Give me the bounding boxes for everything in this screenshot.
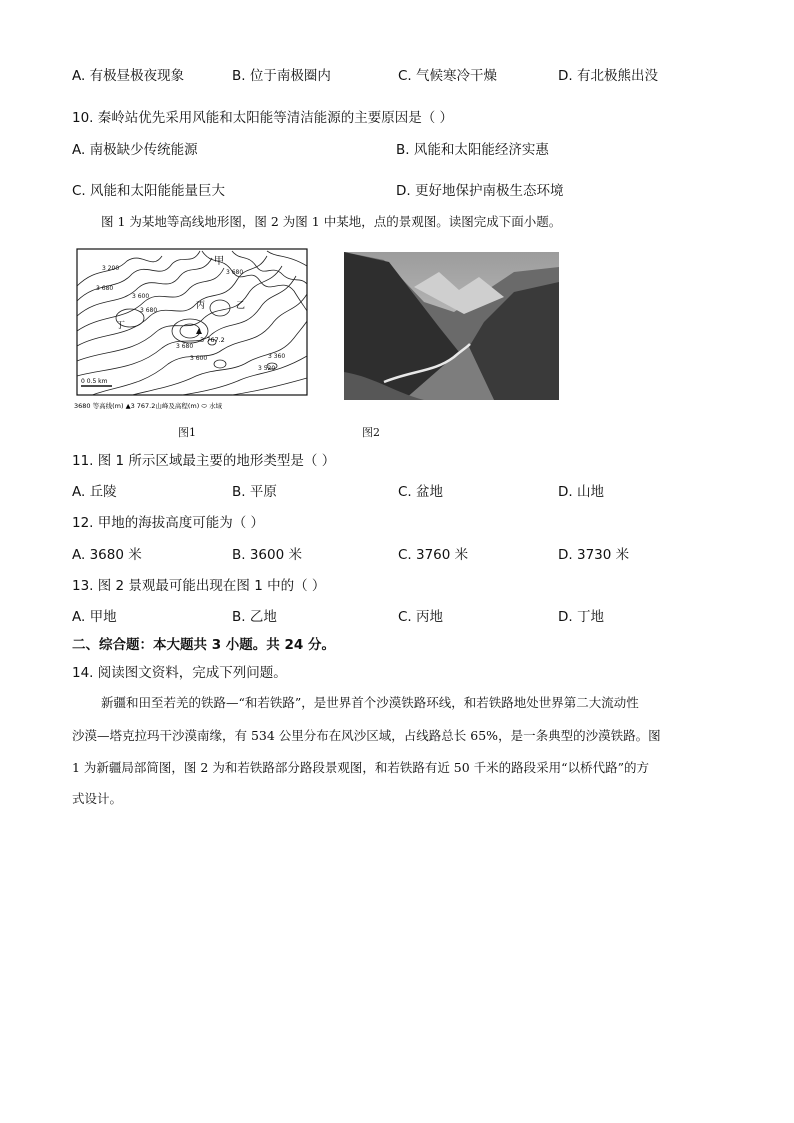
scale-label: 0 0.5 km (81, 378, 108, 385)
q9-option-b: B. 位于南极圈内 (232, 68, 331, 84)
q11-option-a: A. 丘陵 (72, 484, 117, 500)
q13-stem: 13. 图 2 景观最可能出现在图 1 中的（ ） (72, 578, 326, 594)
q13-option-a: A. 甲地 (72, 609, 117, 625)
q12-option-a: A. 3680 米 (72, 547, 142, 563)
q11-option-c: C. 盆地 (398, 484, 444, 500)
label-jia: 甲 (214, 256, 224, 267)
q12-option-c: C. 3760 米 (398, 547, 469, 563)
q9-option-c: C. 气候寒冷干燥 (398, 68, 498, 84)
q12-stem: 12. 甲地的海拔高度可能为（ ） (72, 515, 265, 531)
q13-option-c: C. 丙地 (398, 609, 444, 625)
label-bing: 丙 (196, 301, 206, 311)
q12-option-b: B. 3600 米 (232, 547, 302, 563)
q10-option-b: B. 风能和太阳能经济实惠 (396, 142, 549, 158)
q14-paragraph-line: 新疆和田至若羌的铁路—“和若铁路”，是世界首个沙漠铁路环线，和若铁路地处世界第二大流动性 (101, 695, 639, 710)
label-yi: 乙 (236, 301, 246, 311)
q13-option-b: B. 乙地 (232, 609, 277, 625)
landscape-photo (344, 252, 559, 400)
map-legend: 3680 等高线(m) ▲3 767.2山峰及高程(m) ⬭ 水域 (74, 402, 222, 410)
peak-elevation: 3 767.2 (200, 336, 225, 344)
contour-label: 3 680 (96, 285, 114, 292)
contour-label: 3 360 (268, 353, 286, 360)
section-heading: 二、综合题：本大题共 3 小题。共 24 分。 (72, 637, 335, 653)
contour-label: 3 520 (258, 365, 276, 372)
contour-label: 3 680 (226, 269, 244, 276)
contour-label: 3 200 (102, 265, 120, 272)
contour-map-drawing (72, 246, 312, 414)
q10-option-a: A. 南极缺少传统能源 (72, 142, 198, 158)
contour-label: 3 680 (140, 307, 158, 314)
q14-paragraph-line: 1 为新疆局部简图，图 2 为和若铁路部分路段景观图，和若铁路有近 50 千米的路段采用“以桥代路”的方 (72, 760, 649, 775)
q10-option-c: C. 风能和太阳能能量巨大 (72, 183, 226, 199)
contour-label: 3 600 (190, 355, 208, 362)
q14-paragraph-line: 式设计。 (72, 791, 123, 806)
figure2-caption: 图2 (362, 426, 380, 439)
label-ding: 丁 (116, 321, 126, 331)
contour-label: 3 680 (176, 343, 194, 350)
q11-option-b: B. 平原 (232, 484, 277, 500)
q9-option-d: D. 有北极熊出没 (558, 68, 658, 84)
q14-stem: 14. 阅读图文资料，完成下列问题。 (72, 665, 287, 681)
q11-option-d: D. 山地 (558, 484, 604, 500)
contour-map (72, 246, 312, 414)
q9-option-a: A. 有极昼极夜现象 (72, 68, 185, 84)
q13-option-d: D. 丁地 (558, 609, 604, 625)
q12-option-d: D. 3730 米 (558, 547, 630, 563)
contour-label: 3 600 (132, 293, 150, 300)
figure-intro: 图 1 为某地等高线地形图，图 2 为图 1 中某地，点的景观图。读图完成下面小题。 (101, 214, 562, 229)
q10-option-d: D. 更好地保护南极生态环境 (396, 183, 564, 199)
q14-paragraph-line: 沙漠—塔克拉玛干沙漠南缘，有 534 公里分布在风沙区域，占线路总长 65%，是一条典型的沙漠铁路。图 (72, 728, 661, 743)
valley-landscape-image (344, 252, 559, 400)
q10-stem: 10. 秦岭站优先采用风能和太阳能等清洁能源的主要原因是（ ） (72, 110, 454, 126)
q11-stem: 11. 图 1 所示区域最主要的地形类型是（ ） (72, 453, 336, 469)
figure1-caption: 图1 (178, 426, 196, 439)
